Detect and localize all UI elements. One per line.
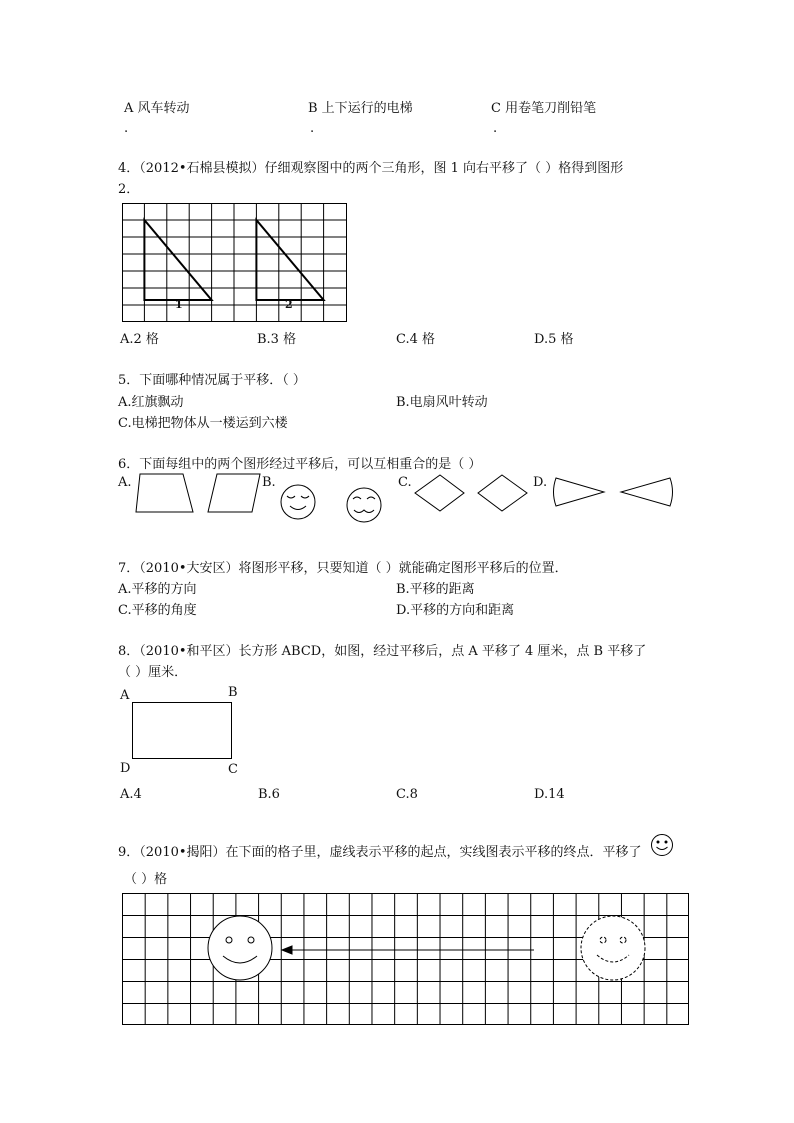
- q8-stem-line2: （ ）厘米．: [118, 665, 188, 680]
- q9-stem-line1: 9．（2010•揭阳）在下面的格子里，虚线表示平移的起点，实线图表示平移的终点．平移了: [118, 845, 642, 860]
- q4-option-d: D.5 格: [534, 332, 574, 347]
- q8-stem-line1: 8．（2010•和平区）长方形 ABCD，如图，经过平移后，点 A 平移了 4 厘米，点 B 平移了: [118, 644, 647, 659]
- q4-stem-line2: 2．: [118, 182, 140, 197]
- q3-option-a-dot: .: [124, 121, 129, 136]
- trapezoid-2: [208, 474, 260, 512]
- dashed-face: [581, 916, 645, 980]
- triangle-2-label: 2: [285, 298, 293, 311]
- rhombus-1: [415, 475, 464, 511]
- q7-option-d: D.平移的方向和距离: [396, 603, 515, 618]
- q7-option-a: A.平移的方向: [118, 582, 197, 597]
- q4-option-a: A.2 格: [120, 332, 159, 347]
- q3-option-a: A 风车转动: [124, 101, 190, 116]
- q6-figures: [0, 0, 794, 560]
- rectangle-abcd: [132, 702, 234, 760]
- q3-option-b: B 上下运行的电梯: [308, 101, 413, 116]
- trapezoid-1: [136, 474, 193, 512]
- q3-option-c-dot: .: [493, 121, 498, 136]
- q8-option-b: B.6: [258, 787, 280, 802]
- q6-option-a: A.: [118, 475, 132, 490]
- fan-shape-2: [621, 478, 673, 506]
- q7-option-b: B.平移的距离: [396, 582, 475, 597]
- q4-option-c: C.4 格: [396, 332, 436, 347]
- face-1: [281, 485, 315, 519]
- q6-stem: 6．下面每组中的两个图形经过平移后，可以互相重合的是（ ）: [118, 457, 482, 472]
- face-2: [347, 488, 381, 522]
- q5-option-a: A.红旗飘动: [118, 395, 184, 410]
- q9-stem-line2: （ ）格: [124, 872, 168, 887]
- corner-a-label: A: [120, 688, 130, 703]
- q5-option-b: B.电扇风叶转动: [396, 395, 488, 410]
- rhombus-2: [478, 475, 527, 511]
- q6-option-c: C.: [398, 475, 412, 490]
- fan-shape-1: [554, 478, 605, 506]
- q8-option-a: A.4: [120, 787, 142, 802]
- q4-option-b: B.3 格: [257, 332, 297, 347]
- q3-option-b-dot: .: [310, 121, 315, 136]
- q4-stem-line1: 4．（2012•石棉县模拟）仔细观察图中的两个三角形，图 1 向右平移了（ ）格得到图形: [118, 161, 624, 176]
- solid-face: [208, 916, 272, 980]
- corner-b-label: B: [228, 685, 238, 700]
- q7-stem: 7．（2010•大安区）将图形平移，只要知道（ ）就能确定图形平移后的位置．: [118, 561, 568, 576]
- q6-option-b: B.: [262, 475, 276, 490]
- smiley-icon: [650, 833, 674, 857]
- q9-grid-figure: [122, 893, 690, 1026]
- q6-option-d: D.: [533, 475, 548, 490]
- corner-c-label: C: [228, 762, 238, 777]
- q8-option-c: C.8: [396, 787, 418, 802]
- q3-option-c: C 用卷笔刀削铅笔: [491, 101, 597, 116]
- triangle-1-label: 1: [175, 298, 183, 311]
- q5-option-c: C.电梯把物体从一楼运到六楼: [118, 416, 288, 431]
- q7-option-c: C.平移的角度: [118, 603, 197, 618]
- q8-option-d: D.14: [534, 787, 565, 802]
- corner-d-label: D: [120, 761, 131, 776]
- q5-stem: 5．下面哪种情况属于平移．（ ）: [118, 373, 306, 388]
